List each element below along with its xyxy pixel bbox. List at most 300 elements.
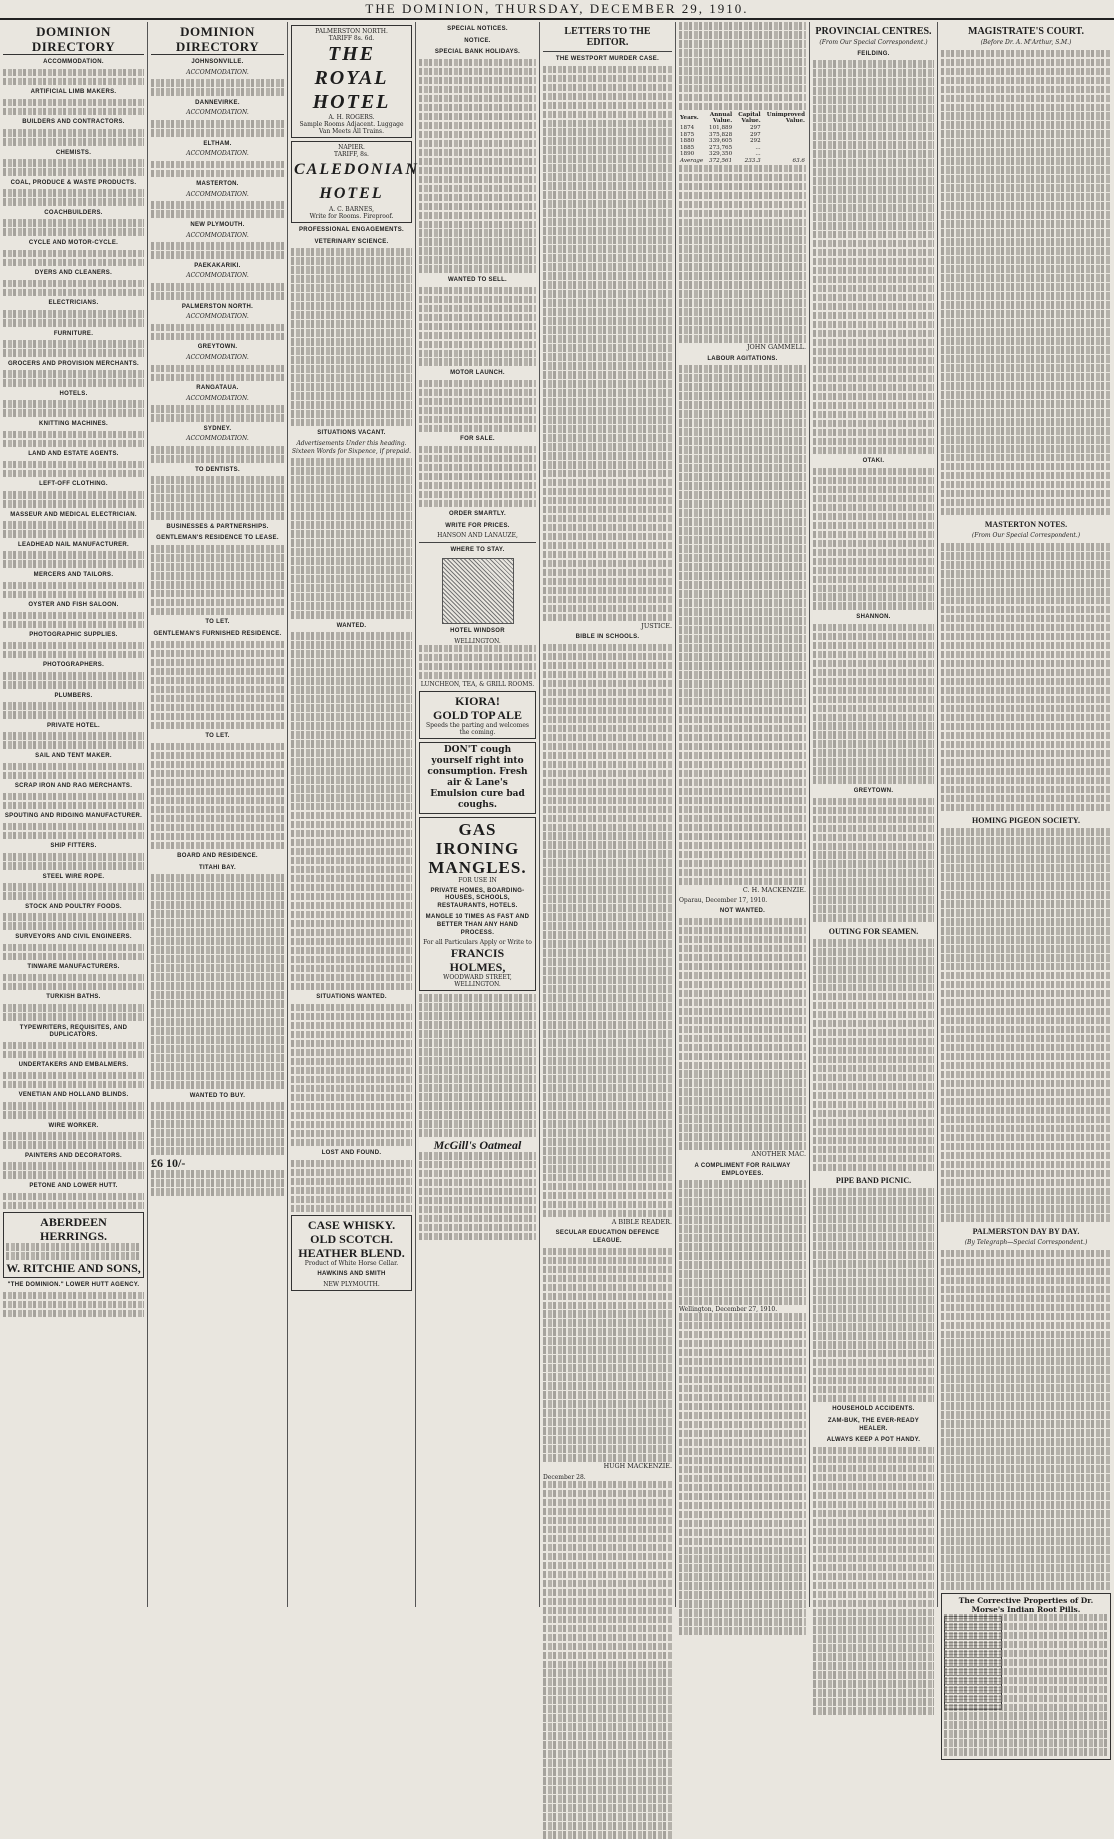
text-line — [151, 446, 284, 454]
text-line — [941, 1250, 1111, 1258]
text-line — [543, 308, 672, 316]
text-line — [679, 554, 806, 562]
text-line — [813, 1038, 934, 1046]
text-line — [679, 1457, 806, 1465]
text-line — [543, 1364, 672, 1372]
text-line — [151, 292, 284, 300]
text-line — [543, 452, 672, 460]
text-line — [941, 175, 1111, 183]
text-line — [543, 1669, 672, 1677]
text-line — [543, 1310, 672, 1318]
text-line — [941, 148, 1111, 156]
text-line — [543, 218, 672, 226]
text-line — [941, 50, 1111, 58]
text-line — [543, 182, 672, 190]
text-line — [543, 1418, 672, 1426]
text-line — [813, 195, 934, 203]
text-line — [543, 84, 672, 92]
caledonian-owner: A. C. BARNES, — [328, 206, 375, 213]
text-line — [679, 1198, 806, 1206]
text-line — [543, 263, 672, 271]
whisky-line-5: HAWKINS AND SMITH — [317, 1271, 386, 1278]
text-line — [679, 103, 806, 111]
vacant-note: Advertisements Under this heading. Sixteen Words for Sixpence, if prepaid. — [291, 440, 412, 455]
text-line — [813, 1269, 934, 1277]
text-line — [543, 614, 672, 622]
text-line — [543, 1705, 672, 1713]
text-line — [543, 1409, 672, 1417]
text-line — [543, 752, 672, 760]
text-line — [813, 642, 934, 650]
text-line — [944, 1641, 1108, 1649]
wanted-to-sell-head: WANTED TO SELL. — [447, 277, 508, 284]
text-line — [941, 1322, 1111, 1330]
westport-signature: JUSTICE. — [641, 621, 672, 630]
text-line — [941, 909, 1111, 917]
text-line — [3, 612, 144, 620]
text-line — [941, 615, 1111, 623]
town-accommodation-label: ACCOMMODATION. — [186, 272, 249, 280]
text-line — [941, 705, 1111, 713]
professional-head: PROFESSIONAL ENGAGEMENTS. — [298, 227, 405, 233]
text-line — [813, 807, 934, 815]
text-line — [941, 121, 1111, 129]
text-line — [941, 927, 1111, 935]
text-line — [813, 1287, 934, 1295]
text-line — [813, 1065, 934, 1073]
text-line — [941, 1286, 1111, 1294]
masterton-head: MASTERTON NOTES. — [984, 520, 1068, 530]
text-line — [941, 1098, 1111, 1106]
text-line — [679, 1564, 806, 1572]
text-line — [543, 443, 672, 451]
text-line — [679, 918, 806, 926]
text-line — [813, 825, 934, 833]
text-line — [813, 948, 934, 956]
text-line — [151, 79, 284, 87]
text-line — [543, 1750, 672, 1758]
shannon-head: SHANNON. — [856, 614, 891, 621]
text-line — [813, 222, 934, 230]
table-cell — [762, 145, 806, 152]
text-line — [3, 741, 144, 749]
text-line — [3, 400, 144, 408]
text-line — [679, 1591, 806, 1599]
text-line — [543, 1275, 672, 1283]
text-line — [944, 1677, 1108, 1685]
text-line — [543, 120, 672, 128]
text-line — [813, 567, 934, 575]
text-line — [941, 346, 1111, 354]
table-row — [679, 125, 806, 132]
text-line — [679, 31, 806, 39]
text-line — [543, 698, 672, 706]
pigeon-body — [941, 828, 1111, 1222]
text-line — [679, 1582, 806, 1590]
text-line — [3, 1162, 144, 1170]
text-line — [679, 972, 806, 980]
text-line — [941, 1483, 1111, 1491]
text-line — [813, 549, 934, 557]
text-line — [3, 763, 144, 771]
town-accommodation-label: ACCOMMODATION. — [186, 231, 249, 239]
text-line — [543, 1138, 672, 1146]
text-line — [813, 1537, 934, 1545]
text-line — [813, 1653, 934, 1661]
text-line — [543, 797, 672, 805]
text-line — [941, 238, 1111, 246]
feilding-head: FEILDING. — [857, 50, 890, 57]
directory-section-head: TYPEWRITERS, REQUISITES, AND DUPLICATORS. — [19, 1024, 128, 1039]
text-line — [813, 1002, 934, 1010]
text-line — [813, 1128, 934, 1136]
text-line — [944, 1712, 1108, 1720]
text-line — [679, 299, 806, 307]
directory-section-head: LEFT-OFF CLOTHING. — [39, 481, 108, 488]
pigeon-head: HOMING PIGEON SOCIETY. — [972, 816, 1080, 826]
text-line — [151, 161, 284, 169]
directory-section-head: UNDERTAKERS AND EMBALMERS. — [18, 1062, 129, 1069]
text-line — [543, 779, 672, 787]
text-line — [941, 732, 1111, 740]
text-line — [543, 1436, 672, 1444]
text-line — [941, 77, 1111, 85]
text-line — [679, 254, 806, 262]
directory-section-head: FURNITURE. — [53, 330, 94, 337]
text-line — [543, 425, 672, 433]
text-line — [941, 481, 1111, 489]
text-line — [941, 355, 1111, 363]
text-line — [944, 1695, 1108, 1703]
town-head: DANNEVIRKE. — [195, 99, 240, 106]
text-line — [543, 551, 672, 559]
text-line — [151, 129, 284, 137]
text-line — [813, 1564, 934, 1572]
text-line — [3, 500, 144, 508]
text-line — [813, 1492, 934, 1500]
text-line — [813, 303, 934, 311]
text-line — [941, 786, 1111, 794]
text-line — [543, 569, 672, 577]
text-line — [941, 678, 1111, 686]
text-line — [813, 1278, 934, 1286]
directory-section-head: PHOTOGRAPHIC SUPPLIES. — [29, 632, 118, 639]
text-line — [941, 1384, 1111, 1392]
text-line — [813, 905, 934, 913]
text-line — [941, 499, 1111, 507]
text-line — [679, 290, 806, 298]
text-line — [543, 389, 672, 397]
vet-head: VETERINARY SCIENCE. — [314, 238, 389, 245]
text-line — [679, 1216, 806, 1224]
table-cell: 375,828 — [709, 131, 733, 138]
text-line — [543, 976, 672, 984]
town-head: PALMERSTON NORTH. — [181, 303, 254, 310]
directory-section-head: PRIVATE HOTEL. — [47, 722, 100, 729]
text-line — [941, 328, 1111, 336]
directory-section-head: STEEL WIRE ROPE. — [42, 873, 105, 880]
text-line — [543, 1084, 672, 1092]
directory-section-head: HOTELS. — [59, 390, 88, 397]
text-line — [543, 398, 672, 406]
text-line — [679, 272, 806, 280]
labour-signature: C. H. MACKENZIE. — [742, 885, 806, 894]
text-line — [543, 1562, 672, 1570]
text-line — [543, 1544, 672, 1552]
text-line — [813, 78, 934, 86]
text-line — [941, 1152, 1111, 1160]
text-line — [679, 1529, 806, 1537]
bank-holidays-head: SPECIAL BANK HOLIDAYS. — [434, 49, 521, 56]
text-line — [813, 357, 934, 365]
text-line — [679, 617, 806, 625]
text-line — [3, 431, 144, 439]
text-line — [941, 1456, 1111, 1464]
text-line — [679, 446, 806, 454]
text-line — [679, 1279, 806, 1287]
text-line — [941, 1134, 1111, 1142]
table-row — [679, 151, 806, 158]
text-line — [813, 1609, 934, 1617]
text-line — [679, 563, 806, 571]
text-line — [679, 1520, 806, 1528]
text-line — [543, 515, 672, 523]
text-line — [543, 868, 672, 876]
text-line — [679, 999, 806, 1007]
text-line — [941, 418, 1111, 426]
text-line — [813, 705, 934, 713]
text-line — [679, 608, 806, 616]
text-line — [941, 1071, 1111, 1079]
text-line — [941, 1564, 1111, 1572]
text-line — [941, 274, 1111, 282]
text-line — [813, 1626, 934, 1634]
text-line — [151, 455, 284, 463]
text-line — [679, 1097, 806, 1105]
directory-section-head: COAL, PRODUCE & WASTE PRODUCTS. — [10, 179, 137, 186]
text-line — [941, 768, 1111, 776]
caledonian-note: Write for Rooms. Fireproof. — [309, 213, 394, 220]
text-line — [679, 317, 806, 325]
text-line — [813, 1011, 934, 1019]
text-line — [941, 864, 1111, 872]
text-line — [813, 240, 934, 248]
text-line — [941, 642, 1111, 650]
text-line — [543, 1111, 672, 1119]
text-line — [679, 1376, 806, 1384]
text-line — [543, 1804, 672, 1812]
text-line — [543, 904, 672, 912]
gold-top-ale: GOLD TOP ALE — [433, 707, 522, 722]
text-line — [679, 689, 806, 697]
text-line — [813, 1501, 934, 1509]
text-line — [543, 1337, 672, 1345]
text-line — [543, 173, 672, 181]
text-line — [813, 1528, 934, 1536]
text-line — [813, 1698, 934, 1706]
text-line — [941, 588, 1111, 596]
text-line — [813, 1644, 934, 1652]
text-line — [151, 242, 284, 250]
text-line — [543, 1021, 672, 1029]
text-line — [813, 758, 934, 766]
town-accommodation-label: ACCOMMODATION. — [186, 353, 249, 361]
text-line — [813, 1314, 934, 1322]
household-head: HOUSEHOLD ACCIDENTS. — [832, 1406, 915, 1413]
herrings-title: ABERDEEN HERRINGS. — [39, 1215, 107, 1244]
town-accommodation-label: ACCOMMODATION. — [186, 68, 249, 76]
text-line — [543, 371, 672, 379]
text-line — [813, 276, 934, 284]
text-line — [941, 463, 1111, 471]
text-line — [543, 832, 672, 840]
table-header-cell: Capital Value. — [738, 111, 761, 125]
text-line — [941, 508, 1111, 516]
town-head: ELTHAM. — [203, 140, 232, 147]
text-line — [543, 1580, 672, 1588]
town-sections — [151, 59, 284, 463]
text-line — [679, 581, 806, 589]
text-line — [543, 191, 672, 199]
text-line — [679, 491, 806, 499]
text-line — [813, 87, 934, 95]
greytown-body — [813, 798, 934, 922]
bible-head: BIBLE IN SCHOOLS. — [575, 634, 640, 641]
text-line — [3, 409, 144, 417]
table-cell: 339,605 — [709, 138, 733, 145]
text-line — [543, 407, 672, 415]
text-line — [944, 1668, 1108, 1676]
text-line — [941, 292, 1111, 300]
text-line — [679, 473, 806, 481]
text-line — [813, 1465, 934, 1473]
text-line — [543, 1030, 672, 1038]
text-line — [941, 166, 1111, 174]
text-line — [941, 954, 1111, 962]
directory-section-head: DYERS AND CLEANERS. — [34, 270, 113, 277]
text-line — [543, 949, 672, 957]
wanted-buy-head: WANTED TO BUY. — [189, 1092, 246, 1099]
text-line — [543, 542, 672, 550]
text-line — [543, 1526, 672, 1534]
text-line — [543, 75, 672, 83]
text-line — [3, 159, 144, 167]
text-line — [941, 972, 1111, 980]
text-line — [3, 280, 144, 288]
text-line — [679, 1430, 806, 1438]
text-line — [3, 440, 144, 448]
text-line — [543, 913, 672, 921]
text-line — [679, 1180, 806, 1188]
text-line — [941, 1304, 1111, 1312]
use-list: PRIVATE HOMES, BOARDING-HOUSES, SCHOOLS, RESTAURANTS, HOTELS. — [430, 887, 525, 909]
table-cell: 1885 — [680, 144, 695, 151]
directory-heading: DOMINION DIRECTORY — [3, 24, 144, 55]
hotel-windsor-illustration — [442, 558, 514, 624]
magistrate-sub: (Before Dr. A. M'Arthur, S.M.) — [980, 39, 1072, 46]
text-line — [543, 761, 672, 769]
text-line — [3, 69, 144, 77]
text-line — [543, 146, 672, 154]
text-line — [543, 479, 672, 487]
text-line — [679, 1133, 806, 1141]
table-cell: 1874 — [680, 125, 695, 132]
text-line — [3, 953, 144, 961]
table-cell: 372,561 — [709, 158, 733, 164]
text-line — [3, 370, 144, 378]
text-line — [813, 957, 934, 965]
text-line — [679, 680, 806, 688]
letter-after-table — [679, 165, 806, 343]
text-line — [543, 488, 672, 496]
text-line — [944, 1614, 1108, 1622]
text-line — [679, 419, 806, 427]
text-line — [543, 653, 672, 661]
text-line — [543, 662, 672, 670]
text-line — [543, 1093, 672, 1101]
directory-section-head: ACCOMMODATION. — [43, 59, 104, 65]
text-line — [941, 1259, 1111, 1267]
text-line — [941, 283, 1111, 291]
text-line — [813, 896, 934, 904]
text-line — [813, 1224, 934, 1232]
text-line — [813, 1101, 934, 1109]
text-line — [813, 1083, 934, 1091]
text-line — [813, 231, 934, 239]
text-line — [543, 940, 672, 948]
text-line — [944, 1659, 1108, 1667]
text-line — [543, 254, 672, 262]
text-line — [941, 139, 1111, 147]
text-line — [679, 392, 806, 400]
text-line — [3, 228, 144, 236]
text-line — [813, 1573, 934, 1581]
text-line — [941, 651, 1111, 659]
text-line — [813, 312, 934, 320]
text-line — [543, 1517, 672, 1525]
text-line — [813, 1206, 934, 1214]
text-line — [941, 59, 1111, 67]
text-line — [3, 974, 144, 982]
table-header-cell: Years. — [680, 115, 699, 122]
text-line — [151, 283, 284, 291]
text-line — [679, 174, 806, 182]
town-head: MASTERTON. — [196, 181, 239, 188]
text-line — [543, 1174, 672, 1182]
text-line — [941, 1492, 1111, 1500]
text-line — [941, 1295, 1111, 1303]
text-line — [679, 990, 806, 998]
text-line — [941, 1411, 1111, 1419]
text-line — [543, 578, 672, 586]
text-line — [813, 69, 934, 77]
text-line — [813, 843, 934, 851]
text-line — [941, 777, 1111, 785]
directory-section-head: BUILDERS AND CONTRACTORS. — [22, 119, 125, 126]
text-line — [3, 711, 144, 719]
text-line — [813, 984, 934, 992]
notice-head: NOTICE. — [464, 37, 491, 44]
text-line — [679, 788, 806, 796]
text-line — [543, 1831, 672, 1839]
text-line — [543, 93, 672, 101]
text-line — [679, 335, 806, 343]
not-wanted-signature: ANOTHER MAC. — [751, 1150, 806, 1159]
text-line — [543, 1714, 672, 1722]
text-line — [813, 513, 934, 521]
text-line — [3, 551, 144, 559]
table-cell: 1880 — [680, 138, 695, 145]
